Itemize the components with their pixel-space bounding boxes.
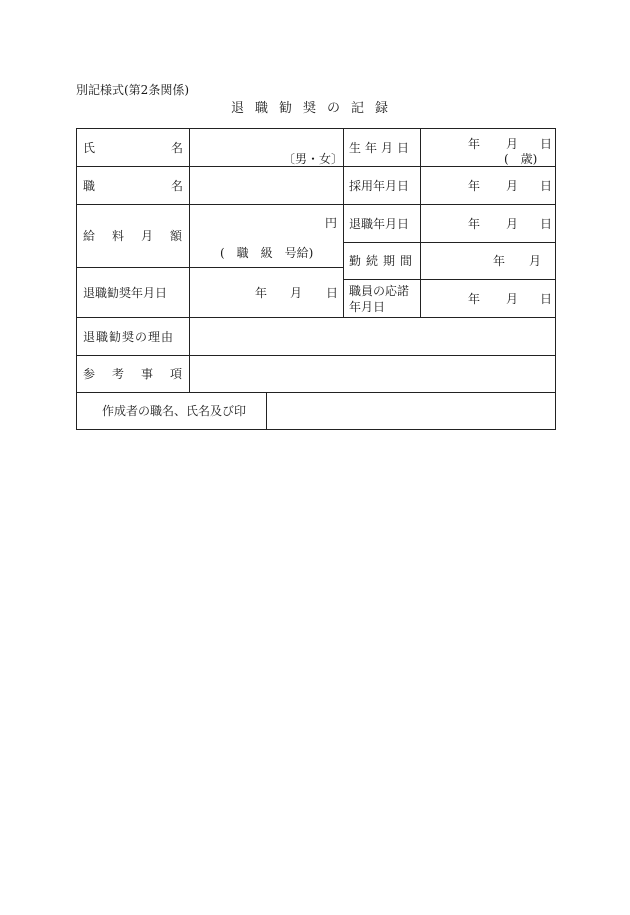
age-field: ( 歳): [504, 152, 538, 166]
hire-date-label: 採用年月日: [349, 178, 410, 193]
consent-month-unit: 月: [506, 291, 519, 306]
salary-grade-field: ( 職 級 号給): [220, 246, 314, 260]
service-year-unit: 年: [493, 254, 506, 268]
column-divider: [343, 129, 344, 317]
column-divider: [420, 129, 421, 317]
reason-field[interactable]: [190, 318, 554, 354]
retirement-year-unit: 年: [468, 216, 481, 231]
birth-month-unit: 月: [506, 137, 519, 151]
consent-day-unit: 日: [540, 291, 553, 306]
recommendation-date-label: 退職勧奨年月日: [83, 285, 168, 300]
salary-label: 給料月額: [83, 229, 200, 243]
consent-date-label-line1: 職員の応諾: [349, 284, 410, 298]
row-divider: [343, 279, 555, 280]
retirement-date-label: 退職年月日: [349, 216, 410, 231]
recommendation-day-unit: 日: [326, 285, 339, 300]
recommendation-year-unit: 年: [255, 285, 268, 300]
form-style-label: 別記様式(第2条関係): [76, 83, 189, 97]
salary-yen-unit: 円: [325, 216, 338, 230]
birth-date-label: 生年月日: [349, 141, 414, 155]
hire-day-unit: 日: [540, 178, 553, 193]
position-field[interactable]: [190, 167, 342, 203]
consent-year-unit: 年: [468, 291, 481, 306]
reason-label: 退職勧奨の理由: [83, 329, 175, 344]
service-period-label: 勤続期間: [349, 254, 418, 268]
position-label-left: 職: [83, 178, 96, 193]
consent-date-label-line2: 年月日: [349, 300, 386, 314]
hire-month-unit: 月: [506, 178, 519, 193]
position-label-right: 名: [170, 178, 183, 193]
author-field[interactable]: [267, 393, 554, 428]
gender-indicator: 〔男・女〕: [283, 152, 344, 166]
notes-label: 参考事項: [83, 367, 200, 381]
position-label-cell: [83, 166, 183, 204]
name-label-cell: [83, 129, 183, 166]
retirement-recommendation-record-table: [76, 128, 556, 430]
retirement-month-unit: 月: [506, 216, 519, 231]
notes-field[interactable]: [190, 356, 554, 391]
document-title: 退職勧奨の記録: [230, 101, 399, 116]
name-label-left: 氏: [83, 141, 96, 155]
recommendation-month-unit: 月: [290, 285, 303, 300]
birth-year-unit: 年: [468, 137, 481, 151]
name-label-right: 名: [170, 141, 183, 155]
birth-day-unit: 日: [540, 137, 553, 151]
author-label: 作成者の職名、氏名及び印: [102, 404, 247, 418]
retirement-day-unit: 日: [540, 216, 553, 231]
hire-year-unit: 年: [468, 178, 481, 193]
service-month-unit: 月: [529, 254, 542, 268]
